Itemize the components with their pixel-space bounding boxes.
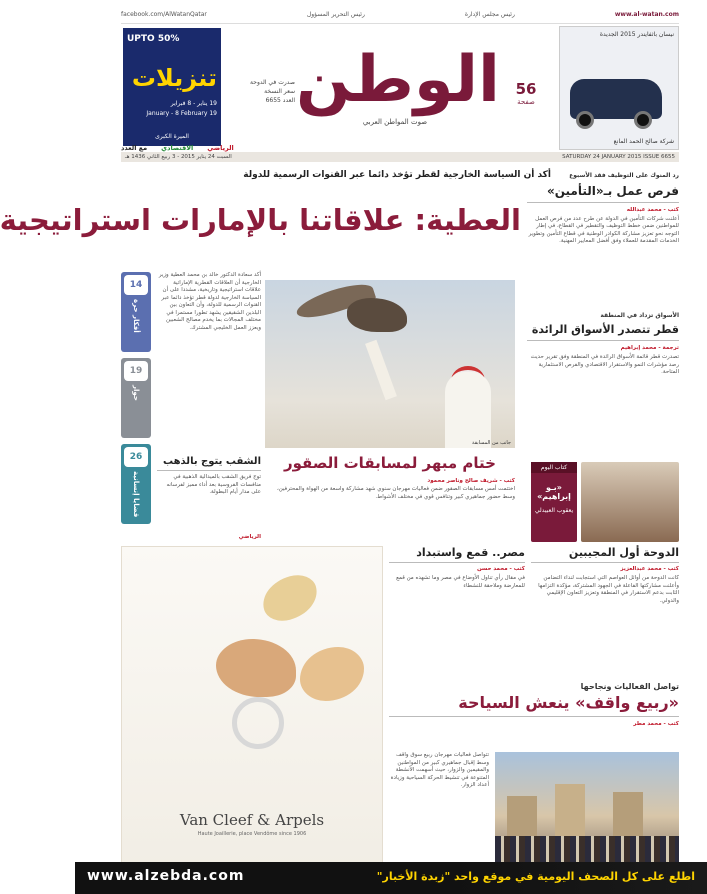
story1-kicker: رد المنوك على التوظيف فقد الأسبوع (569, 172, 679, 179)
book-author: يعقوب العبيدلي (534, 507, 574, 514)
masthead-logo: الوطن (296, 43, 500, 117)
chief-label: رئيس التحرير المسؤول (306, 11, 365, 18)
lead-kicker: أكد أن السياسة الخارجية لقطر تؤخذ دائما عبر القنوات الرسمية للدولة (243, 170, 551, 180)
sports-brief-title[interactable]: الشقب يتوج بالذهب (163, 456, 261, 467)
car-ad-caption: نيسان باثفايندر 2015 الجديدة (599, 31, 674, 38)
ad-title: تنزيلات (131, 64, 217, 92)
index-box-humanitarian[interactable] (121, 444, 151, 524)
index-sidebar (121, 272, 151, 524)
tourism-kicker: تواصل الفعاليات ونجاحها (580, 682, 679, 691)
wheel-icon (576, 111, 594, 129)
story2-title[interactable]: قطر تتصدر الأسواق الرائدة (531, 323, 679, 336)
building (555, 784, 585, 842)
tourism-photo[interactable] (495, 752, 679, 880)
date-ar: السبت 24 يناير 2015 - 3 ربيع الثاني 1436 هـ (125, 154, 232, 160)
tourism-body: تتواصل فعاليات مهرجان ربيع سوق واقف وسط إقبال جماهيري كبير من المواطنين والمقيمين والزوار، حيث أسهمت الأنشطة المتنوعة في تنشيط الحركة السياحية وزيادة أعداد الزوار. (390, 752, 489, 788)
story2-body: تصدرت قطر قائمة الأسواق الرائدة في المنطقة وفق تقرير حديث رصد مؤشرات النمو والاستقرار الاقتصادي والفرص الاستثمارية المتاحة. (530, 354, 679, 375)
section-sports[interactable]: الرياضي (207, 144, 234, 152)
story1-body: أعلنت شركات التأمين في الدولة عن طرح عدد من فرص العمل للمواطنين ضمن خطط التوظيف والتقطير في القطاع، في إطار التوجه نحو تعزيز مشاركة الكوادر الوطنية في قطاع التأمين وتطوير الخدمات المقدمة للعملاء وفق أفضل المعايير المهنية. (528, 215, 679, 244)
ring-icon (232, 697, 284, 749)
date-en: SATURDAY 24 JANUARY 2015 ISSUE 6655 (562, 154, 675, 160)
facebook-link[interactable]: facebook.com/AlWatanQatar (121, 11, 207, 18)
index-label: حوار (132, 385, 140, 401)
ad-dates: 19 يناير - 8 فبراير (170, 100, 217, 107)
issue-number: العدد 6655 (265, 97, 295, 104)
book-author-photo (581, 462, 679, 542)
right-lower-byline: كتب - محمد عبدالعزيز (620, 566, 679, 572)
founded: صدرت في الدوحة (250, 79, 295, 86)
section-with-issue: مع العدد (121, 144, 148, 152)
mid-lower-byline: كتب - محمد حسن (476, 566, 525, 572)
index-label: أفكار حرة (132, 299, 140, 333)
right-column (527, 172, 679, 412)
tourism-title[interactable]: «ربيع واقف» ينعش السياحة (458, 693, 679, 712)
mid-lower-story (389, 546, 525, 667)
book-title: «بـو إبراهيم» (537, 483, 571, 501)
footer-banner[interactable] (75, 862, 707, 894)
tourism-header (389, 682, 679, 727)
ad-brand-sub: Haute Joaillerie, place Vendôme since 1906 (197, 831, 307, 837)
tourism-byline: كتب - محمد مطر (633, 721, 679, 727)
falconer (445, 372, 491, 448)
ad-dates-en: 19 January - 8 February (146, 110, 217, 117)
falcon (347, 298, 407, 332)
building (613, 792, 643, 842)
section-economy[interactable]: الاقتصادي (161, 144, 194, 152)
tagline: صوت المواطن العربي (362, 118, 428, 126)
index-page: 26 (124, 447, 148, 467)
falcon-headline[interactable]: ختام مبهر لمسابقات الصقور (284, 454, 496, 472)
ad-store: الميرة الكبرى (155, 133, 189, 140)
jewellery-ad[interactable] (121, 546, 383, 886)
footer-site[interactable]: www.alzebda.com (87, 868, 245, 884)
butterfly-icon (258, 570, 323, 625)
story1-title[interactable]: فرص عمل بـ«التأمين» (546, 183, 679, 198)
wheel-icon (634, 111, 652, 129)
lead-body: أكد سعادة الدكتور خالد بن محمد العطية وزير الخارجية أن العلاقات القطرية الإماراتية علاقات استراتيجية وتاريخية، مشددا على أن السياسة الخارجية لدولة قطر تؤخذ دائما عبر القنوات الرسمية للدولة، وأن التعاون بين البلدين الشقيقين يشهد تطورا مستمرا في مختلف المجالات بما يخدم مصالح الشعبين ويعزز العمل الخليجي المشترك. (158, 272, 261, 331)
story2-byline: ترجمة - محمد إبراهيم (620, 345, 679, 351)
editor-label: رئيس مجلس الإدارة (464, 11, 515, 18)
photo-caption: جانب من المسابقة (472, 440, 511, 446)
price: سعر النسخة (264, 88, 295, 95)
index-box-interview[interactable] (121, 358, 151, 438)
date-bar (121, 152, 679, 162)
sports-brief-body: توج فريق الشقب بالميدالية الذهبية في منافسات الفروسية بعد أداء مميز لفرسانه على مدار أيام البطولة. (166, 474, 261, 495)
footer-text: اطلع على كل الصحف اليومية في موقع واحد "زبدة الأخبار" (376, 870, 695, 883)
pages-count (511, 80, 541, 106)
lead-headline[interactable]: العطية: علاقاتنا بالإمارات استراتيجية (0, 203, 521, 237)
sale-ad[interactable] (123, 28, 221, 146)
site-url[interactable]: www.al-watan.com (614, 11, 679, 18)
story2-kicker: الأسواق تزداد في المنطقة (600, 311, 679, 319)
sports-brief-source: الرياضي (238, 534, 261, 540)
arm (365, 340, 397, 400)
index-page: 14 (124, 275, 148, 295)
right-lower-title[interactable]: الدوحة أول المجيبين (568, 546, 679, 559)
story1-byline: كتب - محمد عبدالله (626, 206, 679, 213)
car-ad[interactable] (559, 26, 679, 150)
top-strip (121, 6, 679, 24)
falcon-byline: كتب - شريف صالح وناصر محمود (427, 478, 515, 484)
falcon-photo[interactable] (265, 280, 515, 448)
index-page: 19 (124, 361, 148, 381)
index-box-opinion[interactable] (121, 272, 151, 352)
car-ad-footer: شركة صالح الحمد المانع (613, 138, 674, 145)
book-label: كتاب اليوم (531, 462, 577, 473)
butterfly-icon (300, 647, 364, 701)
index-label: قضايا إنسانية (132, 471, 140, 518)
mid-lower-body: في مقال رأي تناول الأوضاع في مصر وما تشهده من قمع للمعارضة وملاحقة للنشطاء (396, 575, 525, 589)
butterfly-icon (216, 639, 296, 697)
mid-lower-title[interactable]: مصر.. قمع واستبداد (416, 546, 525, 559)
sports-brief (157, 456, 261, 540)
pages-number: 56 (515, 80, 537, 98)
book-box[interactable] (531, 462, 577, 542)
pages-label: صفحة (517, 98, 535, 106)
ad-brand: Van Cleef & Arpels (179, 811, 325, 829)
falcon-story: كتب - شريف صالح وناصر محمود اختتمت أمس مسابقات الصقور ضمن فعاليات مهرجان سنوي شهد مشاركة واسعة من الهواة والمحترفين، وسط حضور جماهيري كبير وتنافس قوي في مختلف الأشواط. (265, 478, 515, 526)
right-lower-story: الدوحة أول المجيبين كتب - محمد عبدالعزيز كانت الدوحة من أوائل العواصم التي استجابت لنداء التضامن وأعلنت مشاركتها الفاعلة في الجهود المشتركة، مؤكدة التزامها الثابت بدعم الاستقرار في المنطقة وتعزيز التعاون الإقليمي والدولي. (531, 546, 679, 667)
ad-upto: UPTO 50% (127, 34, 180, 44)
